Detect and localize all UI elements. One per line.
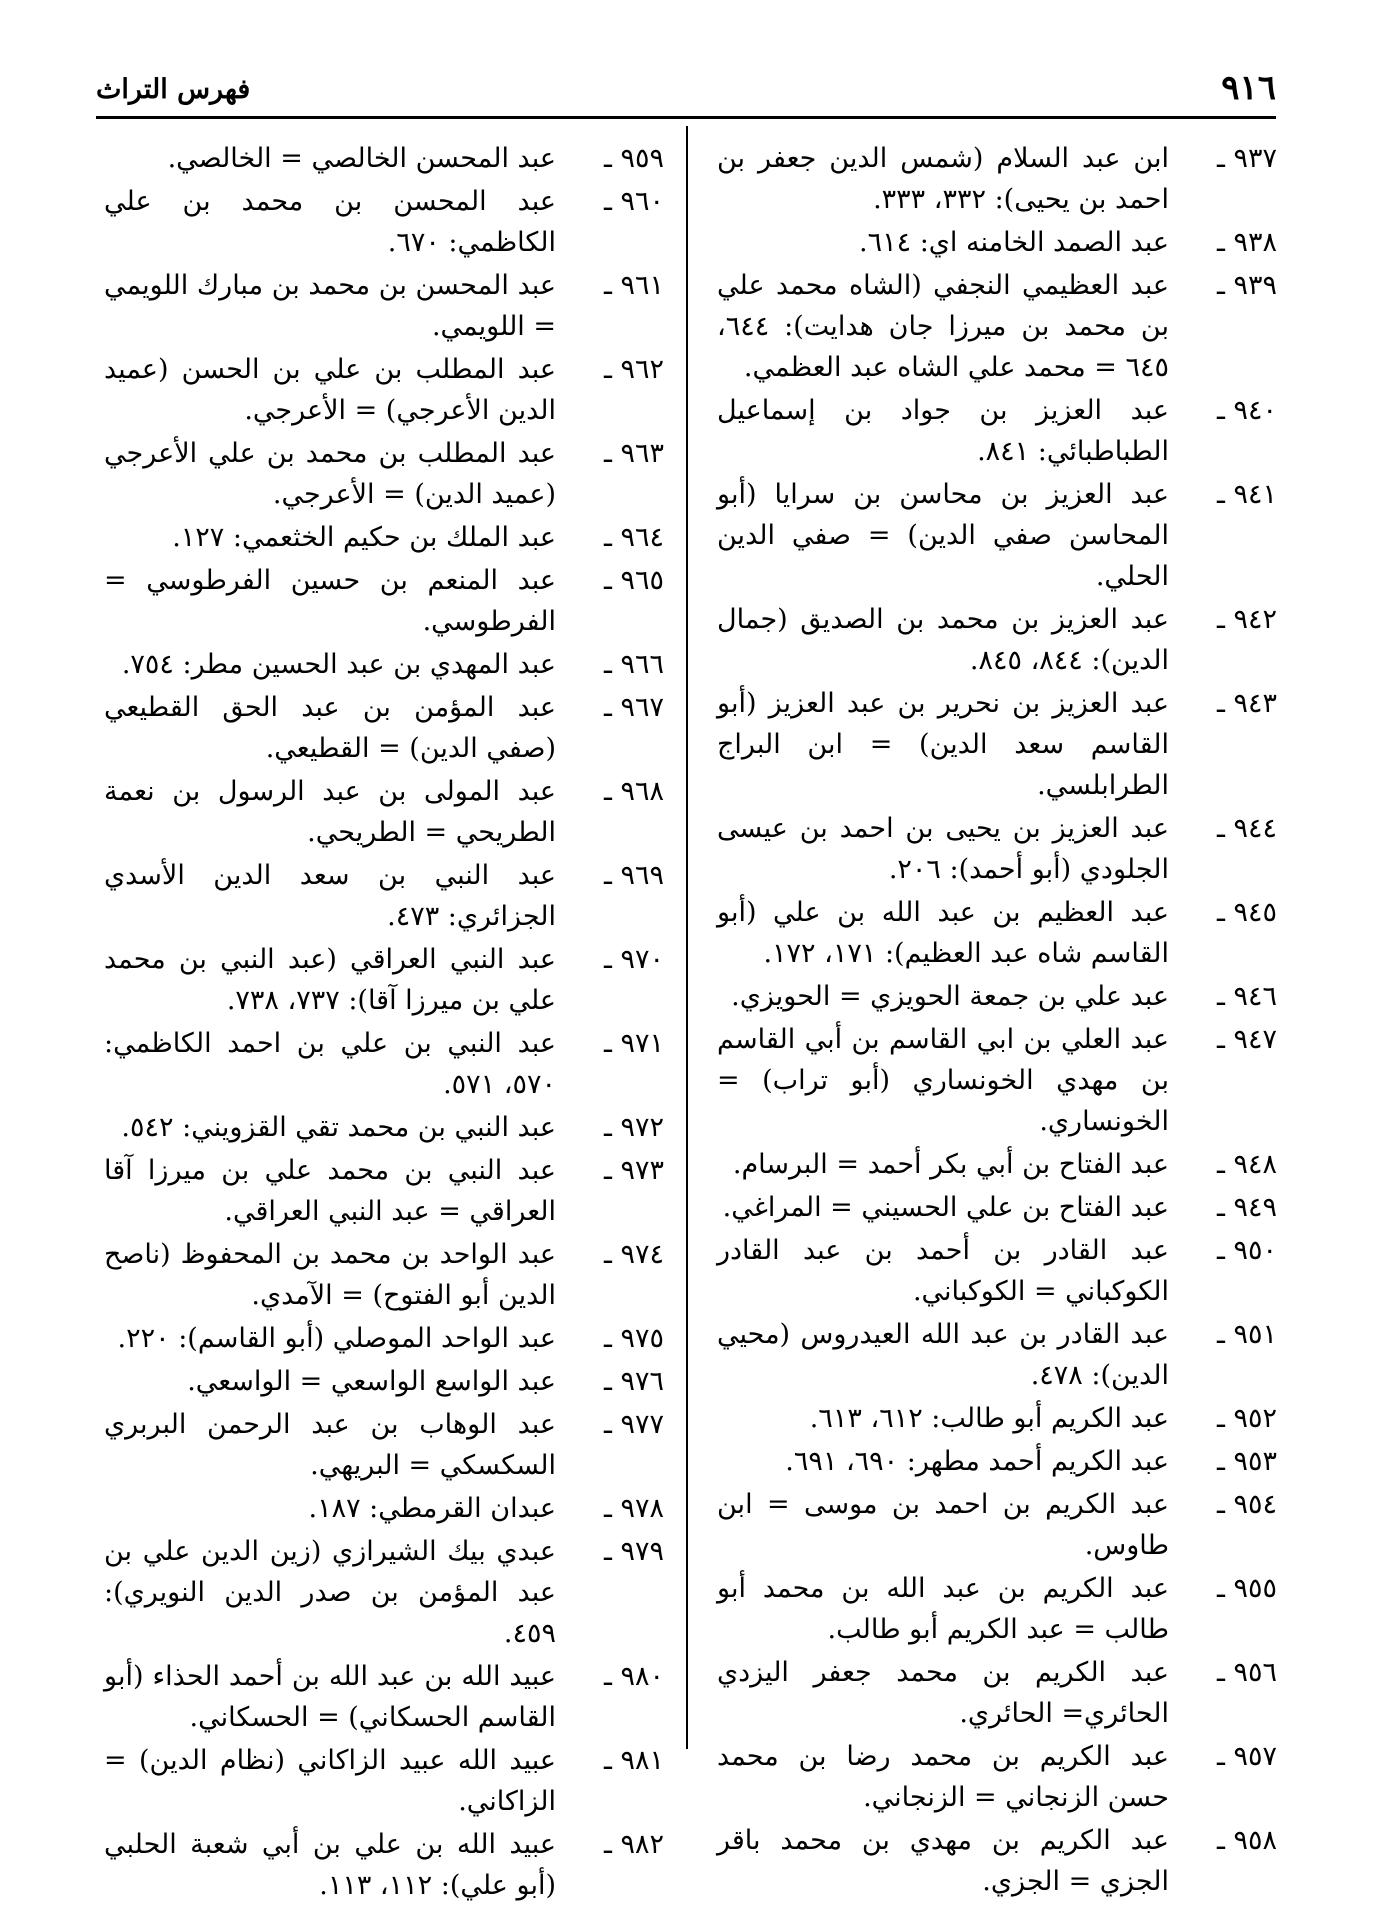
index-entry — [717, 1568, 1277, 1650]
entry-number: ٩٧٣ ـ — [603, 1155, 664, 1186]
entry-text: عبد العزيز بن نحرير بن عبد العزيز (أبو القاسم سعد الدين) = ابن البراج الطرابلسي. — [717, 688, 1169, 801]
entry-number: ٩٥٢ ـ — [1216, 1403, 1277, 1434]
entry-number: ٩٣٩ ـ — [1216, 270, 1277, 301]
entry-number: ٩٤٥ ـ — [1216, 897, 1277, 928]
entry-number: ٩٤٤ ـ — [1216, 813, 1277, 844]
entry-number: ٩٧٨ ـ — [603, 1493, 664, 1524]
index-entry — [104, 1107, 664, 1148]
entry-number: ٩٥٧ ـ — [1216, 1741, 1277, 1772]
index-entry — [717, 976, 1277, 1017]
entry-number: ٩٦٦ ـ — [603, 649, 664, 680]
index-entry — [104, 1234, 664, 1316]
entry-text: عبد العزيز بن محاسن بن سرايا (أبو المحاسن صفي الدين) = صفي الدين الحلي. — [717, 479, 1169, 592]
index-entry — [717, 138, 1277, 220]
index-entry — [717, 1144, 1277, 1185]
left-column — [104, 138, 664, 1908]
entry-text: عبد الكريم أحمد مطهر: ٦٩٠، ٦٩١. — [785, 1446, 1169, 1477]
entry-number: ٩٦٠ ـ — [603, 186, 664, 217]
index-entry — [104, 433, 664, 515]
entry-text: عبد النبي بن علي بن احمد الكاظمي: ٥٧٠، ٥٧١. — [104, 1028, 556, 1100]
entry-text: عبد المطلب بن محمد بن علي الأعرجي (عميد الدين) = الأعرجي. — [104, 438, 556, 510]
index-entry — [104, 771, 664, 853]
index-entry — [104, 517, 664, 558]
index-entry — [717, 599, 1277, 681]
entry-text: عبد المحسن بن محمد بن علي الكاظمي: ٦٧٠. — [104, 186, 556, 258]
entry-text: عبد العزيز بن محمد بن الصديق (جمال الدين): ٨٤٤، ٨٤٥. — [717, 604, 1169, 676]
index-entry — [104, 1824, 664, 1906]
entry-text: عبد المحسن الخالصي = الخالصي. — [167, 143, 556, 174]
entry-number: ٩٤٨ ـ — [1216, 1149, 1277, 1180]
index-entry — [717, 1019, 1277, 1142]
entry-text: عبد الكريم بن مهدي بن محمد باقر الجزي = الجزي. — [717, 1825, 1169, 1897]
entry-text: عبد العلي بن ابي القاسم بن أبي القاسم بن مهدي الخونساري (أبو تراب) = الخونساري. — [717, 1024, 1169, 1137]
entry-number: ٩٧٥ ـ — [603, 1323, 664, 1354]
index-entry — [104, 1150, 664, 1232]
index-entry — [104, 1740, 664, 1822]
entry-text: عبد النبي بن محمد تقي القزويني: ٥٤٢. — [121, 1112, 556, 1143]
index-entry — [104, 560, 664, 642]
index-entry — [104, 939, 664, 1021]
entry-number: ٩٨٢ ـ — [603, 1829, 664, 1860]
entry-text: عبيد الله عبيد الزاكاني (نظام الدين) = الزاكاني. — [104, 1745, 556, 1817]
entry-number: ٩٥١ ـ — [1216, 1319, 1277, 1350]
entry-number: ٩٧٩ ـ — [603, 1536, 664, 1567]
index-entry — [717, 1652, 1277, 1734]
entry-number: ٩٧٢ ـ — [603, 1112, 664, 1143]
entry-text: عبدان القرمطي: ١٨٧. — [308, 1493, 556, 1524]
entry-number: ٩٧٦ ـ — [603, 1366, 664, 1397]
index-entry — [717, 265, 1277, 388]
entry-text: عبد الكريم أبو طالب: ٦١٢، ٦١٣. — [809, 1403, 1169, 1434]
index-entry — [104, 1656, 664, 1738]
entry-text: عبد الوهاب بن عبد الرحمن البربري السكسكي = البريهي. — [104, 1409, 556, 1481]
entry-number: ٩٥٤ ـ — [1216, 1489, 1277, 1520]
index-entry — [717, 808, 1277, 890]
entry-text: عبد القادر بن أحمد بن عبد القادر الكوكباني = الكوكباني. — [717, 1235, 1169, 1307]
index-entry — [717, 1820, 1277, 1902]
index-entry — [104, 1531, 664, 1654]
entry-number: ٩٥٣ ـ — [1216, 1446, 1277, 1477]
index-entry — [717, 222, 1277, 263]
index-entry — [104, 644, 664, 685]
index-entry — [104, 138, 664, 179]
index-entry — [717, 1398, 1277, 1439]
entry-number: ٩٤١ ـ — [1216, 479, 1277, 510]
entry-text: عبد الفتاح بن علي الحسيني = المراغي. — [722, 1192, 1169, 1223]
index-entry — [104, 1404, 664, 1486]
entry-number: ٩٨١ ـ — [603, 1745, 664, 1776]
entry-number: ٩٥٠ ـ — [1216, 1235, 1277, 1266]
entry-text: عبد الواحد بن محمد بن المحفوظ (ناصح الدين أبو الفتوح) = الآمدي. — [104, 1239, 556, 1311]
entry-number: ٩٨٠ ـ — [603, 1661, 664, 1692]
index-entry — [104, 1488, 664, 1529]
entry-text: عبد الملك بن حكيم الخثعمي: ١٢٧. — [172, 522, 556, 553]
entry-text: عبد المهدي بن عبد الحسين مطر: ٧٥٤. — [121, 649, 556, 680]
page-number: ٩١٦ — [1221, 68, 1276, 108]
index-entry — [717, 1736, 1277, 1818]
entry-number: ٩٣٧ ـ — [1216, 143, 1277, 174]
entry-text: عبد النبي بن سعد الدين الأسدي الجزائري: ٤٧٣. — [104, 860, 556, 932]
entry-number: ٩٤٣ ـ — [1216, 688, 1277, 719]
entry-number: ٩٦٨ ـ — [603, 776, 664, 807]
entry-text: عبد الكريم بن عبد الله بن محمد أبو طالب = عبد الكريم أبو طالب. — [717, 1573, 1169, 1645]
running-title: فهرس التراث — [96, 74, 251, 105]
entry-number: ٩٤٠ ـ — [1216, 395, 1277, 426]
index-entry — [104, 1318, 664, 1359]
entry-text: عبد العزيز بن جواد بن إسماعيل الطباطبائي: ٨٤١. — [717, 395, 1169, 467]
entry-text: عبد المطلب بن علي بن الحسن (عميد الدين الأعرجي) = الأعرجي. — [104, 354, 556, 426]
entry-text: عبد المنعم بن حسين الفرطوسي = الفرطوسي. — [104, 565, 556, 637]
entry-number: ٩٧١ ـ — [603, 1028, 664, 1059]
entry-text: عبد الصمد الخامنه اي: ٦١٤. — [859, 227, 1169, 258]
entry-number: ٩٧٠ ـ — [603, 944, 664, 975]
index-entry — [717, 1484, 1277, 1566]
index-entry — [104, 181, 664, 263]
entry-text: عبد المؤمن بن عبد الحق القطيعي (صفي الدين) = القطيعي. — [104, 692, 556, 764]
entry-text: عبدي بيك الشيرازي (زين الدين علي بن عبد المؤمن بن صدر الدين النويري): ٤٥٩. — [104, 1536, 556, 1649]
index-entry — [104, 1023, 664, 1105]
entry-text: عبد المحسن بن محمد بن مبارك اللويمي = اللويمي. — [104, 270, 556, 342]
index-entry — [104, 855, 664, 937]
entry-text: عبد الواسع الواسعي = الواسعي. — [187, 1366, 556, 1397]
entry-text: عبد علي بن جمعة الحويزي = الحويزي. — [731, 981, 1169, 1012]
entry-text: عبد الواحد الموصلي (أبو القاسم): ٢٢٠. — [117, 1323, 556, 1354]
entry-number: ٩٧٤ ـ — [603, 1239, 664, 1270]
entry-number: ٩٦٢ ـ — [603, 354, 664, 385]
entry-text: عبد العظيم بن عبد الله بن علي (أبو القاسم شاه عبد العظيم): ١٧١، ١٧٢. — [717, 897, 1169, 969]
entry-number: ٩٦٥ ـ — [603, 565, 664, 596]
entry-number: ٩٤٦ ـ — [1216, 981, 1277, 1012]
entry-text: عبد القادر بن عبد الله العيدروس (محيي الدين): ٤٧٨. — [717, 1319, 1169, 1391]
entry-number: ٩٦١ ـ — [603, 270, 664, 301]
index-entry — [104, 1361, 664, 1402]
right-column — [717, 138, 1277, 1904]
entry-text: عبد النبي العراقي (عبد النبي بن محمد علي بن ميرزا آقا): ٧٣٧، ٧٣٨. — [104, 944, 556, 1016]
index-entry — [717, 390, 1277, 472]
entry-number: ٩٥٦ ـ — [1216, 1657, 1277, 1688]
entry-text: عبد العزيز بن يحيى بن احمد بن عيسى الجلودي (أبو أحمد): ٢٠٦. — [717, 813, 1169, 885]
entry-text: عبيد الله بن عبد الله بن أحمد الحذاء (أبو القاسم الحسكاني) = الحسكاني. — [104, 1661, 556, 1733]
entry-number: ٩٥٩ ـ — [603, 143, 664, 174]
index-entry — [104, 265, 664, 347]
entry-text: عبيد الله بن علي بن أبي شعبة الحلبي (أبو علي): ١١٢، ١١٣. — [104, 1829, 556, 1901]
entry-number: ٩٥٨ ـ — [1216, 1825, 1277, 1856]
entry-text: عبد النبي بن محمد علي بن ميرزا آقا العراقي = عبد النبي العراقي. — [104, 1155, 556, 1227]
index-entry — [717, 1230, 1277, 1312]
entry-number: ٩٣٨ ـ — [1216, 227, 1277, 258]
entry-number: ٩٦٩ ـ — [603, 860, 664, 891]
entry-number: ٩٧٧ ـ — [603, 1409, 664, 1440]
entry-text: عبد الكريم بن احمد بن موسى = ابن طاوس. — [717, 1489, 1169, 1561]
entry-text: عبد الكريم بن محمد جعفر اليزدي الحائري= الحائري. — [717, 1657, 1169, 1729]
entry-number: ٩٤٩ ـ — [1216, 1192, 1277, 1223]
index-entry — [104, 349, 664, 431]
entry-number: ٩٦٣ ـ — [603, 438, 664, 469]
entry-text: عبد الكريم بن محمد رضا بن محمد حسن الزنجاني = الزنجاني. — [717, 1741, 1169, 1813]
entry-text: عبد الفتاح بن أبي بكر أحمد = البرسام. — [732, 1149, 1169, 1180]
index-entry — [717, 1441, 1277, 1482]
entry-text: عبد المولى بن عبد الرسول بن نعمة الطريحي = الطريحي. — [104, 776, 556, 848]
page-header — [96, 68, 1276, 112]
entry-number: ٩٤٧ ـ — [1216, 1024, 1277, 1055]
entry-number: ٩٦٤ ـ — [603, 522, 664, 553]
index-entry — [717, 1314, 1277, 1396]
entry-text: ابن عبد السلام (شمس الدين جعفر بن احمد بن يحيى): ٣٣٢، ٣٣٣. — [717, 143, 1169, 215]
index-entry — [104, 687, 664, 769]
index-entry — [717, 1187, 1277, 1228]
entry-number: ٩٥٥ ـ — [1216, 1573, 1277, 1604]
index-entry — [717, 474, 1277, 597]
entry-number: ٩٤٢ ـ — [1216, 604, 1277, 635]
index-entry — [717, 683, 1277, 806]
column-divider — [686, 126, 688, 1749]
entry-number: ٩٦٧ ـ — [603, 692, 664, 723]
header-rule — [96, 116, 1276, 119]
index-entry — [717, 892, 1277, 974]
entry-text: عبد العظيمي النجفي (الشاه محمد علي بن محمد بن ميرزا جان هدايت): ٦٤٤، ٦٤٥ = محمد علي الشاه عبد العظمي. — [717, 270, 1169, 383]
